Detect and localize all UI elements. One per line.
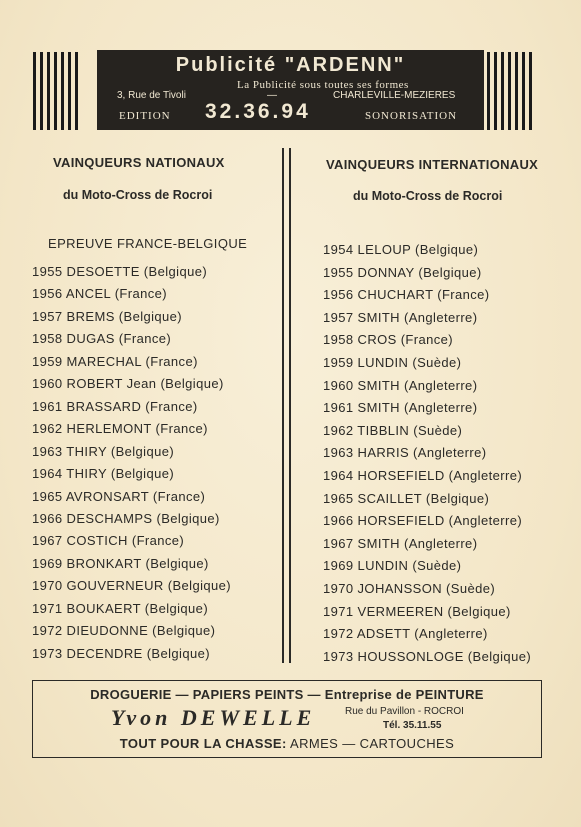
ad-phone: 32.36.94 <box>205 100 311 123</box>
winner-entry: 1961 SMITH (Angleterre) <box>323 400 478 416</box>
decorative-bars-right <box>487 52 532 130</box>
bottom-ad-services: DROGUERIE — PAPIERS PEINTS — Entreprise de PEINTURE <box>90 687 484 702</box>
bottom-ad-address: Rue du Pavillon - ROCROI <box>345 706 464 717</box>
winner-entry: 1965 SCAILLET (Belgique) <box>323 490 490 506</box>
column-divider-left <box>282 148 284 663</box>
winner-entry: 1969 LUNDIN (Suède) <box>323 558 462 574</box>
winner-entry: 1967 SMITH (Angleterre) <box>323 535 478 551</box>
winner-entry: 1961 BRASSARD (France) <box>32 398 198 414</box>
bottom-advertisement <box>32 680 542 758</box>
national-title: VAINQUEURS NATIONAUX <box>53 155 225 170</box>
ad-brand: Publicité "ARDENN" <box>175 54 406 76</box>
winner-entry: 1959 MARECHAL (France) <box>32 353 198 369</box>
winner-entry: 1971 VERMEEREN (Belgique) <box>323 603 511 619</box>
winner-entry: 1957 SMITH (Angleterre) <box>323 309 478 325</box>
winner-entry: 1958 DUGAS (France) <box>32 331 172 347</box>
winner-entry: 1959 LUNDIN (Suède) <box>323 355 462 370</box>
winner-entry: 1962 HERLEMONT (France) <box>32 421 208 437</box>
winner-entry: 1960 ROBERT Jean (Belgique) <box>32 376 224 392</box>
advertisement-banner <box>97 50 484 130</box>
decorative-bars-left <box>33 52 78 130</box>
ad-sonorisation: SONORISATION <box>365 110 458 122</box>
winner-entry: 1956 ANCEL (France) <box>32 286 168 302</box>
winner-entry: 1973 HOUSSONLOGE (Belgique) <box>323 648 532 664</box>
bottom-ad-hunting-items: ARMES — CARTOUCHES <box>290 736 455 751</box>
winner-entry: 1969 BRONKART (Belgique) <box>32 555 209 571</box>
winner-entry: 1964 HORSEFIELD (Angleterre) <box>323 468 523 483</box>
national-event: EPREUVE FRANCE-BELGIQUE <box>48 236 248 251</box>
bottom-ad-hunting-label: TOUT POUR LA CHASSE: <box>119 736 287 751</box>
winner-entry: 1965 AVRONSART (France) <box>32 488 206 504</box>
winner-entry: 1954 LELOUP (Belgique) <box>323 242 479 257</box>
winner-entry: 1955 DESOETTE (Belgique) <box>32 264 208 279</box>
ad-edition: EDITION <box>119 110 171 122</box>
winner-entry: 1973 DECENDRE (Belgique) <box>32 645 210 661</box>
ad-separator: — <box>267 90 277 101</box>
winner-entry: 1956 CHUCHART (France) <box>323 287 490 303</box>
winner-entry: 1967 COSTICH (France) <box>32 533 185 549</box>
winner-entry: 1963 THIRY (Belgique) <box>32 443 175 459</box>
bottom-ad-tel: Tél. 35.11.55 <box>383 720 442 731</box>
winner-entry: 1963 HARRIS (Angleterre) <box>323 445 487 461</box>
winner-entry: 1955 DONNAY (Belgique) <box>323 264 482 280</box>
ad-address: 3, Rue de Tivoli <box>117 90 186 101</box>
bottom-ad-hunting-line <box>33 736 541 751</box>
winner-entry: 1962 TIBBLIN (Suède) <box>323 422 463 438</box>
ad-city: CHARLEVILLE-MEZIERES <box>333 90 456 101</box>
international-subtitle: du Moto-Cross de Rocroi <box>353 189 503 203</box>
winner-entry: 1972 ADSETT (Angleterre) <box>323 626 488 642</box>
winner-entry: 1971 BOUKAERT (Belgique) <box>32 600 209 616</box>
winner-entry: 1966 DESCHAMPS (Belgique) <box>32 510 220 526</box>
column-divider-right <box>289 148 291 663</box>
international-title: VAINQUEURS INTERNATIONAUX <box>326 157 539 172</box>
winner-entry: 1970 JOHANSSON (Suède) <box>323 581 496 596</box>
national-subtitle: du Moto-Cross de Rocroi <box>63 188 213 202</box>
ad-tagline: La Publicité sous toutes ses formes <box>237 79 409 91</box>
winner-entry: 1970 GOUVERNEUR (Belgique) <box>32 578 231 594</box>
winner-entry: 1960 SMITH (Angleterre) <box>323 377 478 393</box>
winner-entry: 1957 BREMS (Belgique) <box>32 308 183 324</box>
winner-entry: 1972 DIEUDONNE (Belgique) <box>32 623 216 639</box>
winner-entry: 1958 CROS (France) <box>323 332 454 348</box>
bottom-ad-name: Yvon DEWELLE <box>111 705 316 730</box>
winner-entry: 1966 HORSEFIELD (Angleterre) <box>323 513 523 529</box>
winner-entry: 1964 THIRY (Belgique) <box>32 466 175 482</box>
